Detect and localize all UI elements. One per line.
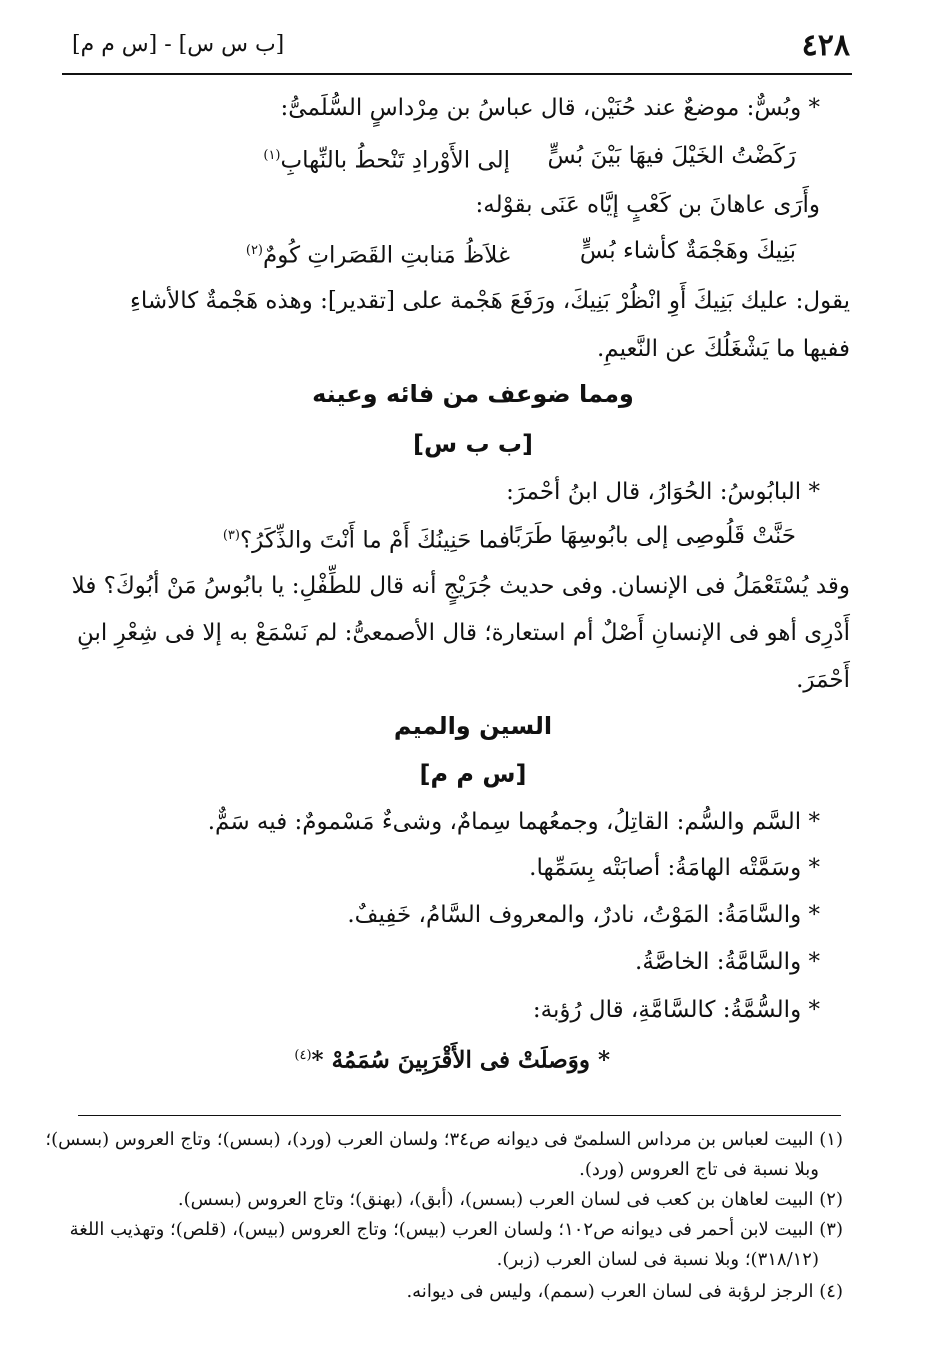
text-line: يقول: عليك بَنِيكَ أَوِ انْظُرْ بَنِيكَ، ورَفَعَ هَجْمة على [تقدير]: وهذه هَجْمةٌ كالأشاءِ — [130, 288, 850, 314]
entry-line: * والسُّمَّةُ: كالسَّامَّةِ، قال رُؤبة: — [532, 997, 820, 1023]
entry-line: * والسَّامَةُ: المَوْتُ، نادرٌ، والمعروف السَّامُ، خَفِيفٌ. — [347, 902, 820, 928]
footnote: (٤) الرجز لرؤبة فى لسان العرب (سمم)، وليس فى ديوانه. — [406, 1281, 843, 1302]
entry-line: * وبُسٌّ: موضعٌ عند حُنَيْن، قال عباسُ بن مِرْداسٍ السُّلَمىُّ: — [280, 95, 820, 121]
verse-hemistich-2: فما حَنِينُكَ أَمْ ما أَنْتَ والذِّكَرُ؟$^{(٣)}$ — [222, 527, 510, 554]
entry-line: * وسَمَّتْه الهامَةُ: أصابَتْه بِسَمِّها. — [529, 855, 820, 881]
footnote-ref: (١) — [263, 148, 281, 163]
page-number: ٤٢٨ — [801, 28, 850, 63]
footnote-rule — [78, 1115, 841, 1116]
footnote: (٢) البيت لعاهان بن كعب فى لسان العرب (بسس)، (أبق)، (بهنق)؛ وتاج العروس (بسس). — [177, 1189, 843, 1210]
footnote-ref: (٤) — [294, 1048, 312, 1063]
section-heading: السين والميم — [393, 712, 553, 740]
verse-hemistich-1: رَكَضْتُ الخَيْلَ فيهَا بَيْنَ بُسٍّ — [547, 143, 796, 169]
root-heading: [ب ب س] — [413, 430, 533, 458]
text-line: أَدْرِى أهو فى الإنسانِ أَصْلٌ أم استعارة؛ قال الأصمعىُّ: لم نَسْمَعْ به إلا فى شِعْرِ ابنِ — [76, 620, 850, 646]
footnote-ref: (٣) — [222, 528, 240, 543]
entry-line: * السَّم والسُّم: القاتِلُ، وجمعُهما سِمامٌ، وشىءٌ مَسْمومٌ: فيه سَمٌّ. — [207, 809, 820, 835]
footnote: (١) البيت لعباس بن مرداس السلمىّ فى ديوانه ص٣٤؛ ولسان العرب (ورد)، (بسس)؛ وتاج العروس (بسس)؛ — [45, 1129, 843, 1150]
header-root-range: [ب س س] - [س م م] — [72, 32, 285, 57]
section-heading: ومما ضوعف من فائه وعينه — [312, 380, 634, 408]
footnote: (٣) البيت لابن أحمر فى ديوانه ص١٠٢؛ ولسان العرب (بيس)؛ وتاج العروس (بيس)، (قلص)؛ وتهذيب اللغة — [69, 1219, 843, 1240]
text-line: أَحْمَرَ. — [796, 667, 850, 693]
root-heading: [س م م] — [419, 760, 527, 788]
verse-hemistich-1: حَنَّتْ قَلُوصِى إلى بابُوسِهَا طَرَبًا — [508, 523, 796, 549]
verse-hemistich-2: غلاَظُ مَنابتِ القَصَراتِ كُومٌ$^{(٢)}$ — [245, 242, 510, 269]
footnote-continuation: (٣١٨/١٢)؛ وبلا نسبة فى لسان العرب (زبر). — [496, 1249, 819, 1270]
verse-hemistich-2: إلى الأَوْرادِ تَنْحطُ بالنِّهابِ$^{(١)}$ — [263, 147, 510, 174]
entry-line: * البابُوسُ: الحُوَارُ، قال ابنُ أحْمرَ: — [506, 479, 820, 505]
footnote-ref: (٢) — [245, 243, 263, 258]
rajaz-verse: * ووَصلَتْ فى الأَقْرَبِينَ سُمَمُهْ *$^{(٤)}$ — [294, 1046, 610, 1074]
verse-hemistich-1: بَنِيكَ وهَجْمَةٌ كأشاء بُسٍّ — [579, 238, 796, 264]
text-line: وقد يُسْتَعْمَلُ فى الإنسان. وفى حديث جُرَيْجٍ أنه قال للطِّفْلِ: يا بابُوسُ مَنْ أبُوكَ؟ فلا — [71, 573, 850, 599]
header-rule — [62, 73, 852, 75]
footnote-continuation: وبلا نسبة فى تاج العروس (ورد). — [579, 1159, 819, 1180]
entry-line: * والسَّامَّةُ: الخاصَّةُ. — [635, 949, 820, 975]
text-line: وأَرَى عاهانَ بن كَعْبٍ إيَّاه عَنَى بقوْله: — [475, 192, 820, 218]
text-line: ففيها ما يَشْغَلُكَ عن النَّعيمِ. — [597, 336, 850, 362]
